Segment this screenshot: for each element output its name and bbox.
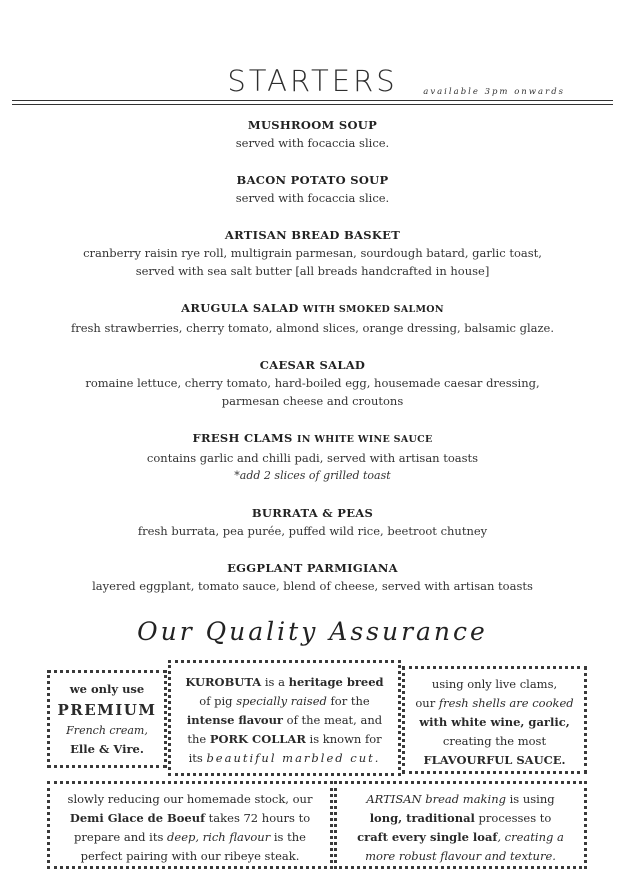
item-name: ARTISAN BREAD BASKET bbox=[224, 228, 401, 242]
menu-item bbox=[0, 116, 625, 152]
clams-line: creating the most bbox=[442, 734, 547, 748]
item-description: parmesan cheese and croutons bbox=[221, 394, 404, 408]
page-title: STARTERS bbox=[227, 64, 398, 98]
text: is known for bbox=[305, 732, 382, 746]
kurobuta-line bbox=[171, 711, 398, 730]
text-bold: craft every single loaf bbox=[357, 830, 498, 844]
cream-type: French cream, bbox=[66, 724, 148, 737]
text-bold: FLAVOURFUL SAUCE. bbox=[423, 753, 566, 767]
clams-line bbox=[405, 713, 584, 732]
text-bold: PORK COLLAR bbox=[209, 732, 306, 746]
text: is a bbox=[261, 675, 289, 689]
bread-line bbox=[337, 847, 584, 866]
artisan-bread-box bbox=[334, 781, 587, 869]
text: is using bbox=[505, 792, 555, 806]
text-bold: long, traditional bbox=[369, 811, 475, 825]
item-name-main: ARUGULA SALAD bbox=[181, 301, 299, 315]
bread-line bbox=[337, 790, 584, 809]
menu-item bbox=[0, 171, 625, 207]
text-bold: intense flavour bbox=[186, 713, 283, 727]
menu-item bbox=[0, 429, 625, 485]
glace-line bbox=[50, 828, 330, 847]
demi-glace-box bbox=[47, 781, 333, 869]
text-italic: deep, rich flavour bbox=[167, 830, 271, 844]
text-italic: ARTISAN bread making bbox=[366, 792, 506, 806]
starters-list bbox=[0, 116, 625, 614]
text-bold: Demi Glace de Boeuf bbox=[69, 811, 206, 825]
premium-label: PREMIUM bbox=[57, 701, 157, 719]
cream-box bbox=[47, 670, 167, 768]
item-description: served with sea salt butter [all breads handcrafted in house] bbox=[135, 264, 490, 278]
text-italic: specially raised bbox=[236, 694, 327, 708]
item-description: cranberry raisin rye roll, multigrain parmesan, sourdough batard, garlic toast, bbox=[83, 246, 542, 260]
clams-line bbox=[405, 751, 584, 770]
item-name: BACON POTATO SOUP bbox=[236, 173, 389, 187]
kurobuta-box bbox=[168, 660, 401, 776]
item-description: fresh burrata, pea purée, puffed wild rice, beetroot chutney bbox=[137, 524, 488, 538]
text: our bbox=[415, 696, 439, 710]
item-description: romaine lettuce, cherry tomato, hard-boiled egg, housemade caesar dressing, bbox=[85, 376, 540, 390]
item-name: MUSHROOM SOUP bbox=[247, 118, 378, 132]
text: of the meat, and bbox=[283, 713, 383, 727]
text: its bbox=[188, 751, 207, 765]
item-description: served with focaccia slice. bbox=[235, 136, 390, 150]
cream-brand: Elle & Vire. bbox=[70, 742, 144, 756]
item-name: CAESAR SALAD bbox=[259, 358, 366, 372]
item-name-main: FRESH CLAMS bbox=[192, 431, 293, 445]
menu-item bbox=[0, 356, 625, 410]
menu-item bbox=[0, 559, 625, 595]
menu-item bbox=[0, 299, 625, 337]
bread-line bbox=[337, 809, 584, 828]
text-bold: heritage breed bbox=[288, 675, 384, 689]
menu-item bbox=[0, 226, 625, 280]
text: the bbox=[187, 732, 210, 746]
item-name-sub: WITH SMOKED SALMON bbox=[302, 304, 444, 315]
header-rule-bottom bbox=[12, 104, 613, 105]
cream-intro: we only use bbox=[69, 682, 145, 696]
text-italic: fresh shells are cooked bbox=[438, 696, 574, 710]
text-bold: with white wine, garlic, bbox=[419, 715, 570, 729]
header-rule-top bbox=[12, 100, 613, 101]
text: processes to bbox=[474, 811, 552, 825]
kurobuta-line bbox=[171, 673, 398, 692]
text: for the bbox=[326, 694, 370, 708]
kurobuta-line bbox=[171, 692, 398, 711]
bread-line bbox=[337, 828, 584, 847]
glace-line: perfect pairing with our ribeye steak. bbox=[80, 849, 300, 863]
item-name bbox=[0, 299, 625, 319]
text-bold: KUROBUTA bbox=[185, 675, 262, 689]
text: is the bbox=[270, 830, 306, 844]
clams-line bbox=[405, 694, 584, 713]
glace-line: slowly reducing our homemade stock, our bbox=[67, 792, 313, 806]
availability-note: available 3pm onwards bbox=[423, 87, 565, 97]
text-italic: more robust flavour and texture. bbox=[365, 849, 556, 863]
text: of pig bbox=[199, 694, 237, 708]
kurobuta-line bbox=[171, 730, 398, 749]
menu-item bbox=[0, 504, 625, 540]
item-description: layered eggplant, tomato sauce, blend of cheese, served with artisan toasts bbox=[92, 579, 533, 593]
item-name: BURRATA & PEAS bbox=[251, 506, 374, 520]
text: takes 72 hours to bbox=[205, 811, 311, 825]
kurobuta-line bbox=[171, 749, 398, 768]
clams-box bbox=[402, 666, 587, 774]
glace-line bbox=[50, 809, 330, 828]
item-name-sub: IN WHITE WINE SAUCE bbox=[296, 434, 433, 445]
item-name: EGGPLANT PARMIGIANA bbox=[227, 561, 398, 575]
text-italic: , creating a bbox=[497, 830, 564, 844]
item-note: *add 2 slices of grilled toast bbox=[234, 469, 391, 482]
quality-assurance-title: Our Quality Assurance bbox=[137, 617, 488, 646]
text: prepare and its bbox=[74, 830, 168, 844]
menu-header bbox=[0, 0, 625, 110]
item-name bbox=[0, 429, 625, 449]
item-description: served with focaccia slice. bbox=[235, 191, 390, 205]
item-description: contains garlic and chilli padi, served with artisan toasts bbox=[146, 451, 479, 465]
text-italic: beautiful marbled cut. bbox=[206, 751, 381, 765]
item-description: fresh strawberries, cherry tomato, almond slices, orange dressing, balsamic glaze. bbox=[70, 321, 555, 335]
clams-line: using only live clams, bbox=[431, 677, 558, 691]
